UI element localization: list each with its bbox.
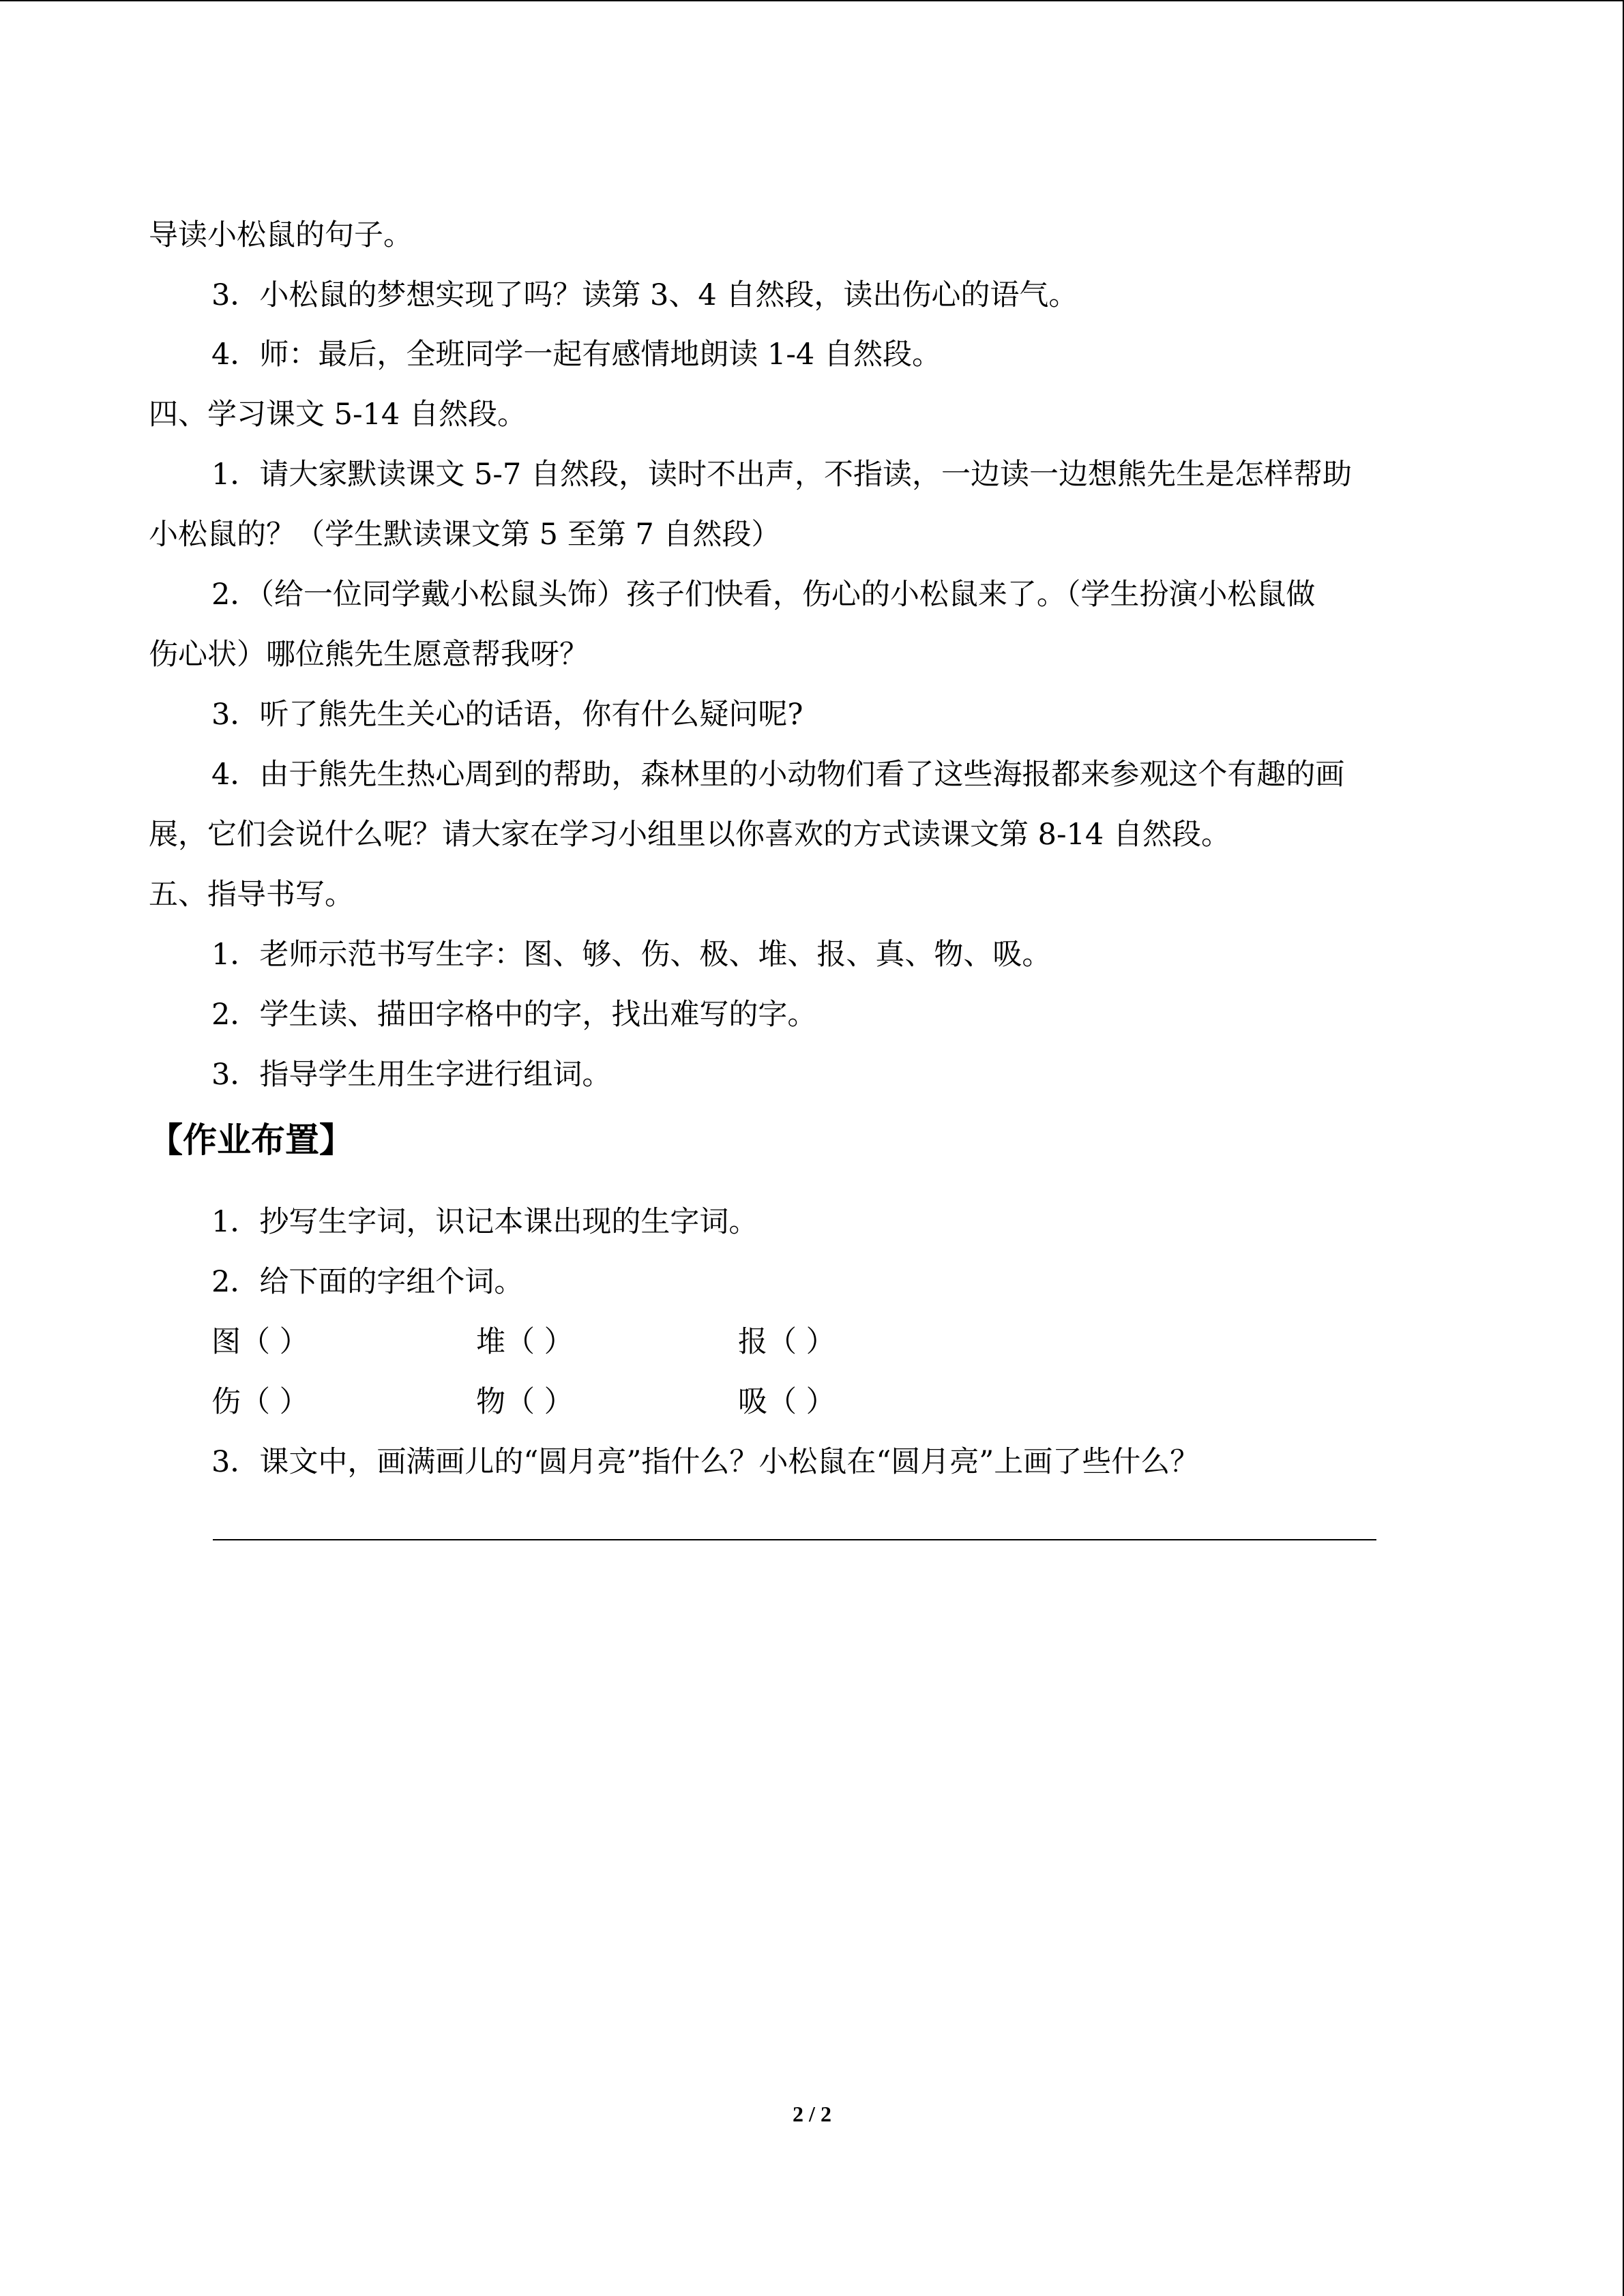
body-line: 3．听了熊先生关心的话语，你有什么疑问呢?	[211, 698, 803, 732]
page-top-border	[0, 0, 1624, 1]
fill-in-blank: 堆（ ）	[476, 1325, 574, 1359]
body-line: 2．学生读、描田字格中的字，找出难写的字。	[211, 998, 817, 1032]
body-line: 4．由于熊先生热心周到的帮助，森林里的小动物们看了这些海报都来参观这个有趣的画	[211, 758, 1345, 792]
body-line: 伤心状）哪位熊先生愿意帮我呀？	[149, 638, 589, 672]
fill-in-blank: 伤（ ）	[211, 1385, 309, 1419]
fill-in-blank: 物（ ）	[476, 1385, 574, 1419]
fill-in-blank: 图（ ）	[211, 1325, 309, 1359]
body-line: 导读小松鼠的句子。	[149, 218, 413, 252]
page-number: 2 / 2	[793, 2102, 831, 2126]
fill-in-row	[211, 1382, 1166, 1422]
body-line: 2．（给一位同学戴小松鼠头饰）孩子们快看，伤心的小松鼠来了。（学生扮演小松鼠做	[211, 578, 1316, 612]
homework-heading: 【作业布置】	[149, 1120, 353, 1160]
homework-item: 2．给下面的字组个词。	[211, 1265, 524, 1299]
homework-item: 3．课文中，画满画儿的“圆月亮”指什么？小松鼠在“圆月亮”上画了些什么？	[211, 1445, 1200, 1479]
section-heading-five: 五、指导书写。	[149, 878, 354, 912]
fill-in-blank: 报（ ）	[738, 1325, 836, 1359]
answer-line	[213, 1539, 1376, 1540]
body-line: 3．指导学生用生字进行组词。	[211, 1058, 612, 1092]
body-line: 1．请大家默读课文 5-7 自然段，读时不出声，不指读，一边读一边想熊先生是怎样帮助	[211, 458, 1352, 492]
homework-item: 1．抄写生字词，识记本课出现的生字词。	[211, 1205, 758, 1239]
body-line: 4．师：最后，全班同学一起有感情地朗读 1-4 自然段。	[211, 338, 941, 372]
section-heading-four: 四、学习课文 5-14 自然段。	[149, 398, 527, 432]
body-line: 小松鼠的？（学生默读课文第 5 至第 7 自然段）	[149, 518, 781, 552]
body-line: 1．老师示范书写生字：图、够、伤、极、堆、报、真、物、吸。	[211, 938, 1052, 972]
fill-in-blank: 吸（ ）	[738, 1385, 836, 1419]
body-line: 3．小松鼠的梦想实现了吗？读第 3、4 自然段，读出伤心的语气。	[211, 278, 1078, 312]
fill-in-row	[211, 1322, 1166, 1362]
body-line: 展，它们会说什么呢？请大家在学习小组里以你喜欢的方式读课文第 8-14 自然段。	[149, 818, 1230, 852]
